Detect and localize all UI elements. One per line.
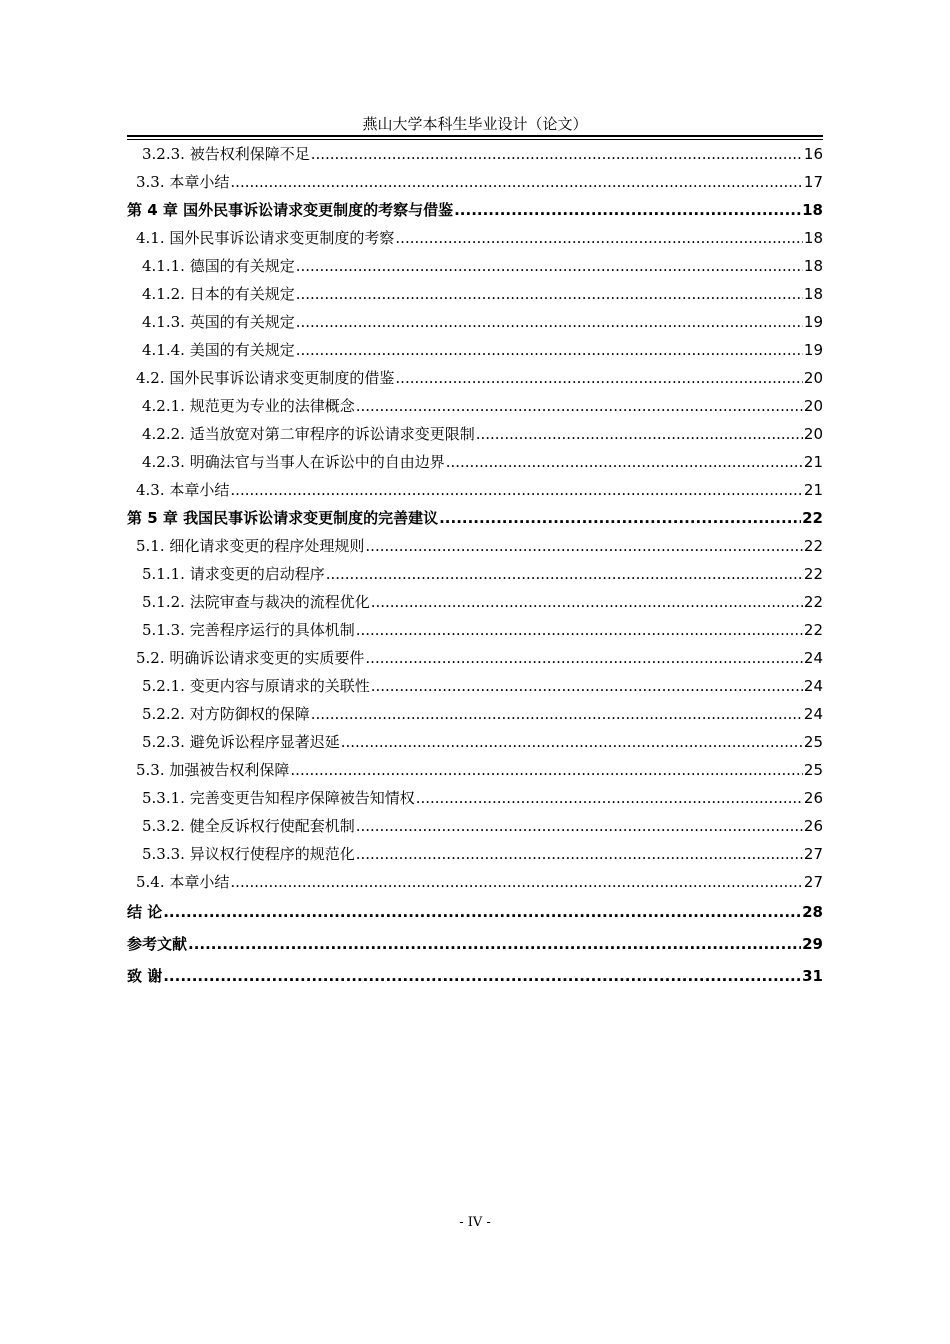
toc-entry-page: 18 xyxy=(803,229,823,247)
toc-entry[interactable] xyxy=(127,364,823,392)
toc-entry-page: 19 xyxy=(803,313,823,331)
toc-entry-title: 3.2.3. 被告权利保障不足 xyxy=(142,145,310,163)
toc-leader-dots xyxy=(356,616,803,644)
toc-entry-page: 24 xyxy=(803,705,823,723)
toc-entry-page: 24 xyxy=(803,677,823,695)
toc-entry[interactable] xyxy=(127,896,823,928)
toc-leader-dots xyxy=(296,280,803,308)
toc-entry-page: 27 xyxy=(803,873,823,891)
toc-entry-title: 5.3. 加强被告权利保障 xyxy=(136,761,290,779)
toc-entry-page: 25 xyxy=(803,733,823,751)
toc-leader-dots xyxy=(416,784,803,812)
toc-entry[interactable] xyxy=(127,504,823,532)
toc-leader-dots xyxy=(230,168,803,196)
toc-entry[interactable] xyxy=(127,196,823,224)
toc-entry[interactable] xyxy=(127,588,823,616)
toc-entry[interactable] xyxy=(127,252,823,280)
toc-entry[interactable] xyxy=(127,700,823,728)
toc-entry-title: 5.2.2. 对方防御权的保障 xyxy=(142,705,310,723)
toc-leader-dots xyxy=(163,896,801,928)
toc-entry[interactable] xyxy=(127,448,823,476)
running-header: 燕山大学本科生毕业设计（论文） xyxy=(362,115,588,133)
toc-entry[interactable] xyxy=(127,840,823,868)
toc-entry-title: 5.2.3. 避免诉讼程序显著迟延 xyxy=(142,733,340,751)
toc-leader-dots xyxy=(446,448,803,476)
toc-entry[interactable] xyxy=(127,476,823,504)
page-number: - IV - xyxy=(459,1215,491,1230)
toc-entry[interactable] xyxy=(127,868,823,896)
toc-leader-dots xyxy=(230,476,803,504)
toc-entry-page: 22 xyxy=(803,537,823,555)
toc-entry[interactable] xyxy=(127,392,823,420)
toc-entry-page: 31 xyxy=(802,967,823,985)
toc-entry-page: 19 xyxy=(803,341,823,359)
toc-leader-dots xyxy=(230,868,803,896)
toc-leader-dots xyxy=(296,336,803,364)
toc-leader-dots xyxy=(439,504,801,532)
toc-entry-title: 5.4. 本章小结 xyxy=(136,873,230,891)
toc-leader-dots xyxy=(296,252,803,280)
toc-entry-title: 致 谢 xyxy=(127,967,163,985)
toc-entry-title: 4.3. 本章小结 xyxy=(136,481,230,499)
toc-entry[interactable] xyxy=(127,756,823,784)
toc-entry-title: 5.3.1. 完善变更告知程序保障被告知情权 xyxy=(142,789,415,807)
toc-entry-page: 18 xyxy=(802,201,823,219)
toc-leader-dots xyxy=(296,308,803,336)
toc-leader-dots xyxy=(356,392,803,420)
toc-entry-page: 26 xyxy=(803,789,823,807)
toc-entry-title: 4.2. 国外民事诉讼请求变更制度的借鉴 xyxy=(136,369,395,387)
toc-entry-page: 21 xyxy=(803,481,823,499)
toc-entry-title: 4.2.1. 规范更为专业的法律概念 xyxy=(142,397,355,415)
toc-entry-page: 20 xyxy=(803,397,823,415)
toc-entry-title: 4.2.3. 明确法官与当事人在诉讼中的自由边界 xyxy=(142,453,445,471)
toc-leader-dots xyxy=(163,960,801,992)
toc-entry-title: 5.1.2. 法院审查与裁决的流程优化 xyxy=(142,593,370,611)
toc-entry[interactable] xyxy=(127,812,823,840)
table-of-contents xyxy=(127,140,823,992)
toc-entry-page: 20 xyxy=(803,425,823,443)
toc-entry-title: 5.3.3. 异议权行使程序的规范化 xyxy=(142,845,355,863)
toc-entry-page: 18 xyxy=(803,285,823,303)
toc-leader-dots xyxy=(365,644,803,672)
toc-entry[interactable] xyxy=(127,224,823,252)
toc-entry-title: 5.2.1. 变更内容与原请求的关联性 xyxy=(142,677,370,695)
toc-entry-title: 4.1. 国外民事诉讼请求变更制度的考察 xyxy=(136,229,395,247)
toc-entry-title: 3.3. 本章小结 xyxy=(136,173,230,191)
toc-entry-title: 4.2.2. 适当放宽对第二审程序的诉讼请求变更限制 xyxy=(142,425,475,443)
toc-entry-page: 21 xyxy=(803,453,823,471)
toc-entry-title: 5.2. 明确诉讼请求变更的实质要件 xyxy=(136,649,365,667)
toc-entry-title: 结 论 xyxy=(127,903,163,921)
toc-leader-dots xyxy=(476,420,803,448)
toc-entry[interactable] xyxy=(127,672,823,700)
toc-entry[interactable] xyxy=(127,784,823,812)
toc-entry-page: 22 xyxy=(802,509,823,527)
toc-entry[interactable] xyxy=(127,420,823,448)
toc-entry-page: 20 xyxy=(803,369,823,387)
toc-leader-dots xyxy=(311,140,803,168)
toc-entry[interactable] xyxy=(127,928,823,960)
toc-entry-title: 第 5 章 我国民事诉讼请求变更制度的完善建议 xyxy=(127,509,439,527)
toc-leader-dots xyxy=(326,560,803,588)
toc-leader-dots xyxy=(395,364,803,392)
toc-entry-page: 17 xyxy=(803,173,823,191)
toc-entry-page: 22 xyxy=(803,565,823,583)
toc-leader-dots xyxy=(395,224,803,252)
toc-entry-title: 5.1.3. 完善程序运行的具体机制 xyxy=(142,621,355,639)
toc-leader-dots xyxy=(454,196,801,224)
toc-entry-title: 4.1.2. 日本的有关规定 xyxy=(142,285,295,303)
toc-entry-page: 28 xyxy=(802,903,823,921)
toc-leader-dots xyxy=(371,672,803,700)
toc-entry-title: 4.1.1. 德国的有关规定 xyxy=(142,257,295,275)
toc-entry[interactable] xyxy=(127,280,823,308)
toc-entry-page: 18 xyxy=(803,257,823,275)
toc-entry-page: 25 xyxy=(803,761,823,779)
toc-entry[interactable] xyxy=(127,308,823,336)
toc-entry[interactable] xyxy=(127,960,823,992)
toc-entry-title: 5.1. 细化请求变更的程序处理规则 xyxy=(136,537,365,555)
header-rule-thick xyxy=(127,135,823,137)
toc-entry-page: 22 xyxy=(803,621,823,639)
toc-entry-title: 5.3.2. 健全反诉权行使配套机制 xyxy=(142,817,355,835)
toc-entry-title: 4.1.3. 英国的有关规定 xyxy=(142,313,295,331)
toc-leader-dots xyxy=(356,812,803,840)
toc-leader-dots xyxy=(341,728,803,756)
toc-leader-dots xyxy=(188,928,801,960)
toc-entry[interactable] xyxy=(127,644,823,672)
toc-entry-title: 参考文献 xyxy=(127,935,188,953)
toc-entry-page: 27 xyxy=(803,845,823,863)
toc-entry[interactable] xyxy=(127,532,823,560)
toc-entry-page: 26 xyxy=(803,817,823,835)
toc-leader-dots xyxy=(356,840,803,868)
toc-entry-title: 4.1.4. 美国的有关规定 xyxy=(142,341,295,359)
toc-entry-title: 5.1.1. 请求变更的启动程序 xyxy=(142,565,325,583)
toc-entry-page: 24 xyxy=(803,649,823,667)
toc-entry[interactable] xyxy=(127,336,823,364)
toc-entry-page: 22 xyxy=(803,593,823,611)
toc-entry[interactable] xyxy=(127,728,823,756)
toc-entry-title: 第 4 章 国外民事诉讼请求变更制度的考察与借鉴 xyxy=(127,201,454,219)
toc-leader-dots xyxy=(365,532,803,560)
toc-leader-dots xyxy=(290,756,803,784)
toc-leader-dots xyxy=(371,588,803,616)
toc-entry[interactable] xyxy=(127,168,823,196)
toc-leader-dots xyxy=(311,700,803,728)
toc-entry[interactable] xyxy=(127,140,823,168)
toc-entry-page: 16 xyxy=(803,145,823,163)
toc-entry[interactable] xyxy=(127,616,823,644)
toc-entry[interactable] xyxy=(127,560,823,588)
toc-entry-page: 29 xyxy=(802,935,823,953)
